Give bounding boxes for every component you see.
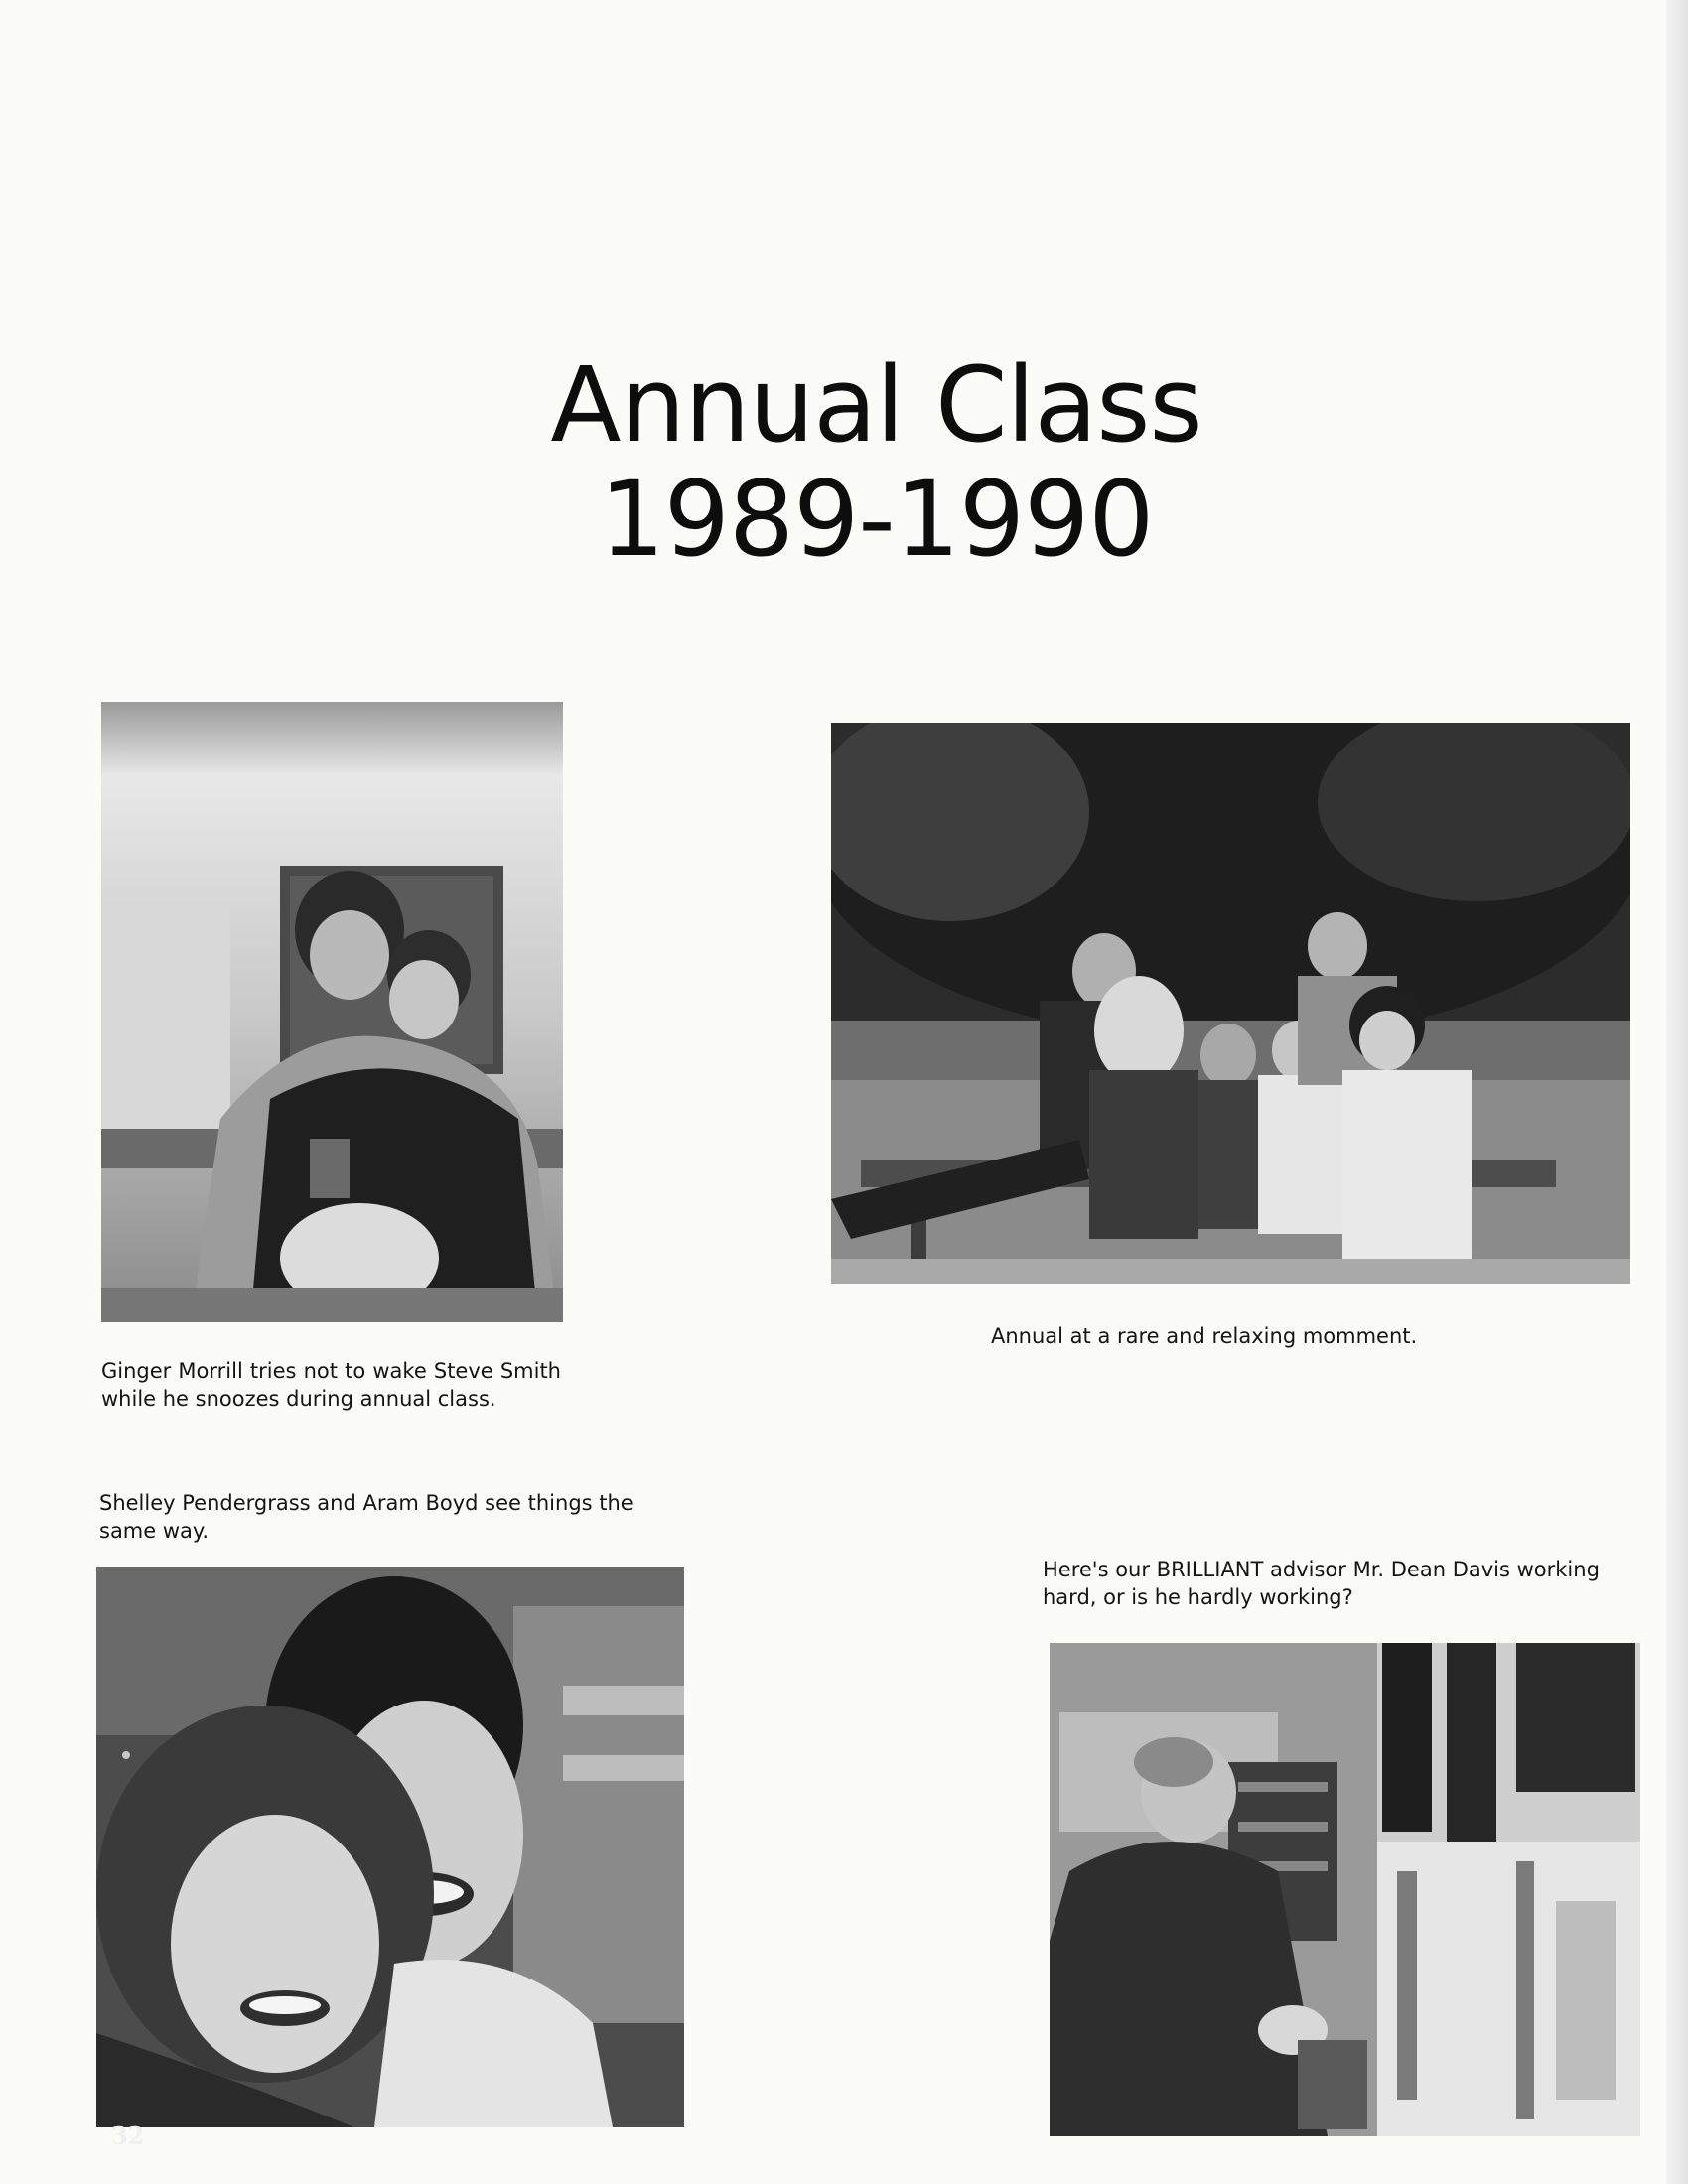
- page-number: 32: [111, 2121, 145, 2150]
- caption-shelley-aram: Shelley Pendergrass and Aram Boyd see things the same way.: [99, 1491, 633, 1543]
- caption-annual-group: Annual at a rare and relaxing momment.: [991, 1324, 1418, 1348]
- page-edge-shadow: [1666, 0, 1688, 2184]
- page-title-line-1: Annual Class: [550, 343, 1202, 466]
- photo-shelley-aram: [96, 1567, 684, 2127]
- photo-annual-group: [831, 723, 1630, 1284]
- page-title-line-2: 1989-1990: [599, 458, 1154, 580]
- caption-ginger-steve: Ginger Morrill tries not to wake Steve Smith while he snoozes during annual class.: [101, 1359, 561, 1411]
- caption-advisor: Here's our BRILLIANT advisor Mr. Dean Davis working hard, or is he hardly working?: [1043, 1558, 1600, 1609]
- photo-ginger-steve: [101, 702, 563, 1322]
- photo-advisor: [1050, 1643, 1640, 2136]
